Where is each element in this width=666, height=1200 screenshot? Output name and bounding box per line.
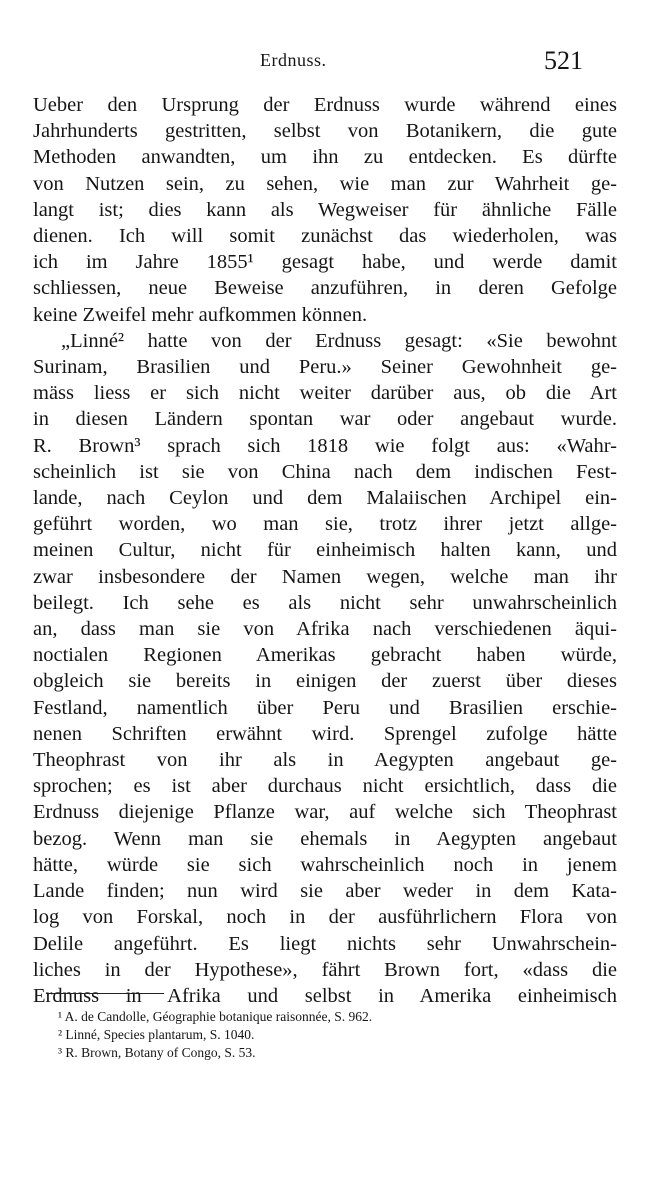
text-line: schliessen, neue Beweise anzuführen, in deren Gefolge bbox=[33, 277, 617, 300]
text-line: „Linné² hatte von der Erdnuss gesagt: «Sie bewohnt bbox=[61, 329, 617, 352]
text-line: liches in der Hypothese», fährt Brown fort, «dass die bbox=[33, 958, 617, 981]
footnote: ¹ A. de Candolle, Géographie botanique raisonnée, S. 962. bbox=[58, 1009, 373, 1024]
text-line: hätte, würde sie sich wahrscheinlich noch in jenem bbox=[33, 853, 617, 876]
text-line: Erdnuss in Afrika und selbst in Amerika einheimisch bbox=[33, 984, 617, 1007]
text-line: Lande finden; nun wird sie aber weder in dem Kata- bbox=[33, 880, 617, 903]
text-line: lande, nach Ceylon und dem Malaiischen Archipel ein- bbox=[33, 487, 617, 510]
text-line: an, dass man sie von Afrika nach verschiedenen äqui- bbox=[33, 618, 617, 641]
footnote: ² Linné, Species plantarum, S. 1040. bbox=[58, 1027, 255, 1042]
text-line: zwar insbesondere der Namen wegen, welche man ihr bbox=[33, 565, 617, 588]
text-line: R. Brown³ sprach sich 1818 wie folgt aus: «Wahr- bbox=[33, 434, 617, 457]
page-number: 521 bbox=[544, 46, 583, 75]
text-line: Theophrast von ihr als in Aegypten angebaut ge- bbox=[33, 749, 617, 772]
text-line: nenen Schriften erwähnt wird. Sprengel zufolge hätte bbox=[33, 722, 617, 745]
text-line: Methoden anwandten, um ihn zu entdecken. Es dürfte bbox=[33, 146, 617, 169]
text-line: log von Forskal, noch in der ausführlichern Flora von bbox=[33, 906, 617, 929]
text-line: obgleich sie bereits in einigen der zuerst über dieses bbox=[33, 670, 617, 693]
text-line: Surinam, Brasilien und Peru.» Seiner Gewohnheit ge- bbox=[33, 356, 617, 379]
text-line: bezog. Wenn man sie ehemals in Aegypten angebaut bbox=[33, 827, 617, 850]
text-line: Ueber den Ursprung der Erdnuss wurde während eines bbox=[33, 94, 617, 116]
text-line: von Nutzen sein, zu sehen, wie man zur Wahrheit ge- bbox=[33, 172, 617, 195]
text-line: dienen. Ich will somit zunächst das wiederholen, was bbox=[33, 225, 617, 248]
text-line: Delile angeführt. Es liegt nichts sehr Unwahrschein- bbox=[33, 932, 617, 955]
text-line: meinen Cultur, nicht für einheimisch halten kann, und bbox=[33, 539, 617, 562]
text-line: scheinlich ist sie von China nach dem indischen Fest- bbox=[33, 460, 617, 483]
text-line: langt ist; dies kann als Wegweiser für ähnliche Fälle bbox=[33, 198, 617, 221]
text-line: noctialen Regionen Amerikas gebracht haben würde, bbox=[33, 644, 617, 667]
text-line: ich im Jahre 1855¹ gesagt habe, und werde damit bbox=[33, 251, 617, 274]
footnotes bbox=[58, 1008, 558, 1062]
text-line: Jahrhunderts gestritten, selbst von Botanikern, die gute bbox=[33, 120, 617, 143]
text-line: mäss liess er sich nicht weiter darüber aus, ob die Art bbox=[33, 382, 617, 405]
text-line: sprochen; es ist aber durchaus nicht ersichtlich, dass die bbox=[33, 775, 617, 798]
footnote-divider bbox=[46, 993, 164, 994]
text-line: geführt worden, wo man sie, trotz ihrer jetzt allge- bbox=[33, 513, 617, 536]
running-header: Erdnuss. bbox=[260, 50, 327, 70]
body-text bbox=[33, 92, 617, 1009]
footnote: ³ R. Brown, Botany of Congo, S. 53. bbox=[58, 1045, 256, 1060]
text-line: keine Zweifel mehr aufkommen können. bbox=[33, 303, 368, 326]
text-line: Festland, namentlich über Peru und Brasilien erschie- bbox=[33, 696, 617, 719]
text-line: Erdnuss diejenige Pflanze war, auf welche sich Theophrast bbox=[33, 801, 617, 824]
text-line: beilegt. Ich sehe es als nicht sehr unwahrscheinlich bbox=[33, 591, 617, 614]
text-line: in diesen Ländern spontan war oder angebaut wurde. bbox=[33, 408, 617, 431]
